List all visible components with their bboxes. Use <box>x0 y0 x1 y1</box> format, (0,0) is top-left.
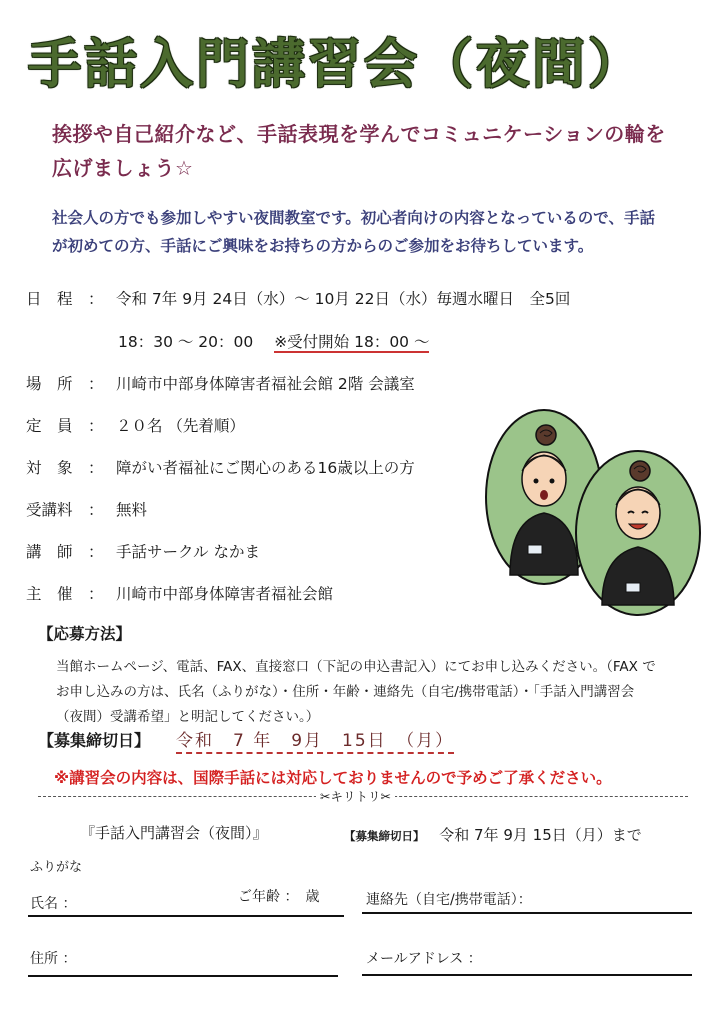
apply-heading: 【応募方法】 <box>38 625 132 643</box>
address-label: 住所 ： <box>30 951 77 967</box>
venue-value: 川崎市中部身体障害者福祉会館 2階 会議室 <box>116 375 415 393</box>
capacity-row <box>26 414 245 436</box>
deadline-label: 【募集締切日】 <box>38 731 151 750</box>
capacity-label: 定 員 <box>26 417 73 435</box>
target-value: 障がい者福祉にご関心のある16歳以上の方 <box>116 459 415 477</box>
host-label: 主 催 <box>26 585 73 603</box>
form-deadline-label: 【募集締切日】 <box>344 829 425 843</box>
form-deadline <box>344 824 642 845</box>
page-title: 手話入門講習会（夜間） <box>28 34 644 95</box>
email-label: メールアドレス ： <box>366 951 482 967</box>
schedule-label: 日 程 <box>26 290 73 308</box>
time-value: 18：30 ～ 20：00 <box>118 333 254 351</box>
target-row <box>26 456 415 478</box>
schedule-value: 令和 7年 9月 24日（水）～ 10月 22日（水）毎週水曜日 全5回 <box>116 290 571 308</box>
deadline-value: 令和 7 年 9月 15日 （月） <box>176 726 454 754</box>
schedule-row <box>26 287 570 309</box>
time-row <box>118 330 429 352</box>
apply-line-1: 当館ホームページ、電話、FAX、直接窓口（下記の申込書記入）にてお申し込みください。（FAX で <box>56 659 656 675</box>
person-smiling-icon <box>576 451 700 615</box>
target-label: 対 象 <box>26 459 73 477</box>
lecturer-row <box>26 540 260 562</box>
host-value: 川崎市中部身体障害者福祉会館 <box>116 585 334 603</box>
capacity-value: ２０名 （先着順） <box>116 417 245 435</box>
lecturer-label: 講 師 <box>26 543 73 561</box>
sign-language-illustration <box>480 405 705 620</box>
colon: ： <box>88 459 104 477</box>
host-row <box>26 582 333 604</box>
colon: ： <box>88 375 104 393</box>
fee-label: 受講料 <box>26 501 73 519</box>
age-label: ご年齢 ： 歳 <box>238 889 320 905</box>
lecturer-value: 手話サークル なかま <box>116 543 260 561</box>
colon: ： <box>88 501 104 519</box>
apply-line-3: （夜間）受講希望」と明記してください。） <box>56 709 320 725</box>
contact-label: 連絡先（自宅/携帯電話）： <box>366 892 532 908</box>
reception-time: ※受付開始 18：00 ～ <box>274 333 430 351</box>
address-field[interactable] <box>28 975 338 977</box>
form-deadline-value: 令和 7年 9月 15日（月）まで <box>439 826 642 844</box>
intro-line-1: 社会人の方でも参加しやすい夜間教室です。初心者向けの内容となっているので、手話 <box>52 209 655 227</box>
warning-text: ※講習会の内容は、国際手話には対応しておりませんので予めご了承ください。 <box>54 769 612 787</box>
lead-line-2: 広げましょう☆ <box>52 156 194 180</box>
cut-label: ✂キリトリ✂ <box>316 787 395 805</box>
apply-line-2: お申し込みの方は、氏名（ふりがな）・住所・年齢・連絡先（自宅/携帯電話）・「手話入門講習会 <box>56 684 635 700</box>
colon: ： <box>88 585 104 603</box>
contact-field[interactable] <box>362 912 692 914</box>
furigana-label: ふりがな <box>30 860 83 875</box>
colon: ： <box>88 543 104 561</box>
colon: ： <box>88 290 104 308</box>
fee-row <box>26 498 147 520</box>
fee-value: 無料 <box>116 501 148 519</box>
venue-row <box>26 372 415 394</box>
email-field[interactable] <box>362 974 692 976</box>
form-title: 『手話入門講習会（夜間）』 <box>80 824 268 842</box>
lead-line-1: 挨拶や自己紹介など、手話表現を学んでコミュニケーションの輪を <box>52 122 666 146</box>
intro-line-2: が初めての方、手話にご興味をお持ちの方からのご参加をお待ちしています。 <box>52 237 594 255</box>
colon: ： <box>88 417 104 435</box>
name-field[interactable] <box>28 915 344 917</box>
venue-label: 場 所 <box>26 375 73 393</box>
name-label: 氏名 ： <box>30 896 77 912</box>
